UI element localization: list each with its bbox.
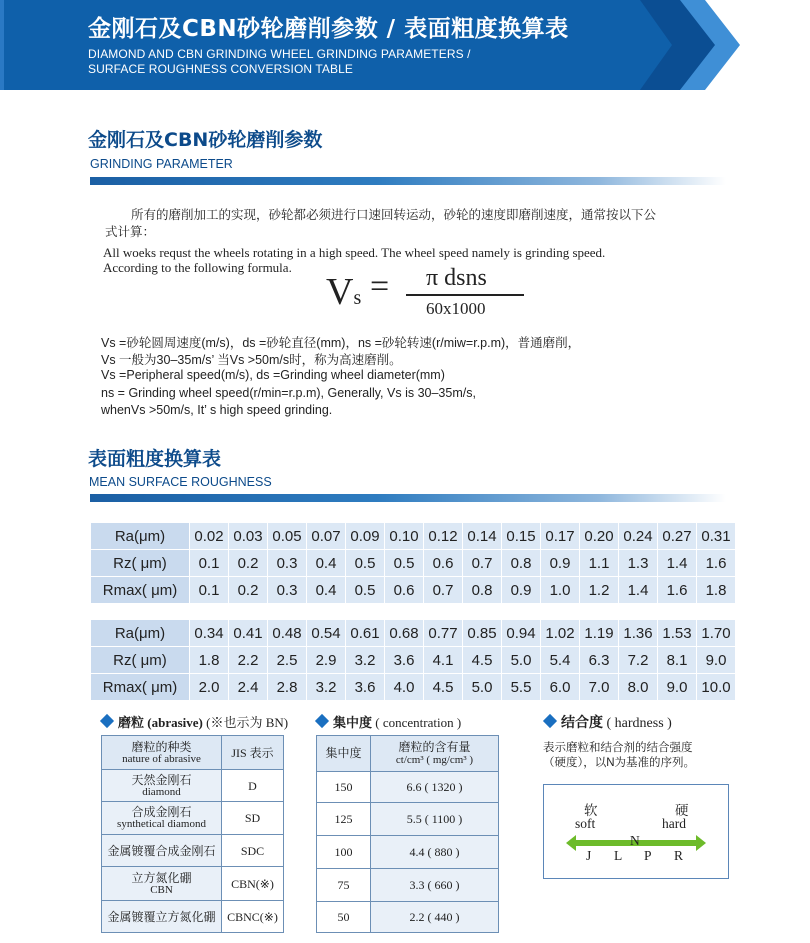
table-cell: 0.4 (307, 577, 345, 603)
hardness-letter: L (614, 848, 623, 863)
table-cell: 0.1 (190, 577, 228, 603)
table-row: 150 6.6 ( 1320 ) (317, 772, 499, 803)
row-header: Rz( μm) (91, 647, 189, 673)
formula-fraction-line (406, 294, 524, 296)
table-cell: 7.2 (619, 647, 657, 673)
table-row: 50 2.2 ( 440 ) (317, 902, 499, 933)
table-cell: 8.0 (619, 674, 657, 700)
definition-line: Vs =Peripheral speed(m/s), ds =Grinding wheel diameter(mm) (101, 368, 445, 382)
table-cell: 9.0 (697, 647, 735, 673)
roughness-section-subtitle: MEAN SURFACE ROUGHNESS (89, 475, 272, 489)
diamond-bullet-icon (315, 714, 329, 728)
intro-paragraph-cn-line2: 式计算： (105, 225, 156, 239)
row-header: Rmax( μm) (91, 577, 189, 603)
banner-subtitle-line1: DIAMOND AND CBN GRINDING WHEEL GRINDING PARAMETERS / (88, 47, 471, 61)
roughness-table-1 (90, 522, 736, 604)
content-col-header: 磨粒的含有量 ct/cm³ ( mg/cm³ ) (371, 736, 499, 772)
abrasive-col-header: 磨粒的种类 nature of abrasive (102, 736, 222, 770)
table-cell: 5.0 (463, 674, 501, 700)
table-cell: 1.70 (697, 620, 735, 646)
intro-paragraph-en-line2: According to the following formula. (103, 260, 292, 275)
table-row: 75 3.3 ( 660 ) (317, 869, 499, 902)
table-cell: 0.3 (268, 550, 306, 576)
table-cell: 6.0 (541, 674, 579, 700)
table-cell: 1.1 (580, 550, 618, 576)
table-row: 天然金刚石 diamond D (102, 770, 284, 802)
table-cell: 9.0 (658, 674, 696, 700)
table-row (91, 674, 735, 700)
concentration-table (316, 735, 499, 933)
table-row (91, 577, 735, 603)
table-cell: 5.4 (541, 647, 579, 673)
definition-line: Vs =砂轮圆周速度(m/s)，ds =砂轮直径(mm)，ns =砂轮转速(r/miw=r.p.m)，普通磨削， (101, 336, 581, 350)
row-header: Ra(μm) (91, 523, 189, 549)
concentration-heading: 集中度 ( concentration ) (317, 712, 461, 731)
hardness-heading: 结合度 ( hardness ) (545, 712, 672, 732)
table-cell: 0.68 (385, 620, 423, 646)
table-cell: 4.0 (385, 674, 423, 700)
table-cell: 0.24 (619, 523, 657, 549)
banner-subtitle-line2: SURFACE ROUGHNESS CONVERSION TABLE (88, 62, 354, 76)
table-row (91, 523, 735, 549)
table-cell: 0.48 (268, 620, 306, 646)
table-cell: 1.53 (658, 620, 696, 646)
table-cell: 0.8 (502, 550, 540, 576)
table-cell: 2.0 (190, 674, 228, 700)
table-cell: 0.5 (346, 577, 384, 603)
diamond-bullet-icon (100, 714, 114, 728)
row-header: Rmax( μm) (91, 674, 189, 700)
hardness-description: 表示磨粒和结合剂的结合强度 （硬度），以N为基准的序列。 (543, 742, 696, 769)
table-cell: 1.4 (619, 577, 657, 603)
table-cell: 1.0 (541, 577, 579, 603)
table-cell: 0.34 (190, 620, 228, 646)
table-cell: 2.9 (307, 647, 345, 673)
section-divider-bar (90, 177, 726, 185)
grinding-section-title: 金刚石及CBN砂轮磨削参数 (88, 129, 323, 151)
table-cell: 0.05 (268, 523, 306, 549)
table-cell: 2.8 (268, 674, 306, 700)
soft-label-cn: 软 (584, 803, 598, 818)
formula-lhs: Vs (326, 271, 362, 313)
table-cell: 4.5 (424, 674, 462, 700)
speed-formula (326, 265, 536, 323)
table-cell: 2.5 (268, 647, 306, 673)
section-divider-bar (90, 494, 726, 502)
table-cell: 0.94 (502, 620, 540, 646)
table-cell: 0.2 (229, 577, 267, 603)
table-cell: 4.1 (424, 647, 462, 673)
table-cell: 0.77 (424, 620, 462, 646)
roughness-section-title: 表面粗度换算表 (88, 448, 222, 470)
table-row (91, 620, 735, 646)
row-header: Rz( μm) (91, 550, 189, 576)
table-cell: 0.6 (424, 550, 462, 576)
table-cell: 2.4 (229, 674, 267, 700)
table-cell: 1.19 (580, 620, 618, 646)
table-cell: 4.5 (463, 647, 501, 673)
table-cell: 1.4 (658, 550, 696, 576)
table-cell: 0.9 (541, 550, 579, 576)
abrasive-heading: 磨粒 (abrasive) (※也示为 BN) (102, 712, 288, 731)
definition-line: whenVs >50m/s, It’ s high speed grinding. (101, 403, 333, 417)
table-cell: 0.54 (307, 620, 345, 646)
hardness-scale-box (543, 784, 729, 879)
table-cell: 1.36 (619, 620, 657, 646)
table-cell: 3.2 (346, 647, 384, 673)
table-cell: 0.27 (658, 523, 696, 549)
table-row (91, 647, 735, 673)
table-row: 100 4.4 ( 880 ) (317, 836, 499, 869)
table-cell: 2.2 (229, 647, 267, 673)
definition-line: Vs 一般为30–35m/s’ 当Vs >50m/s时，称为高速磨削。 (101, 353, 402, 367)
table-cell: 0.2 (229, 550, 267, 576)
table-cell: 0.07 (307, 523, 345, 549)
table-cell: 5.5 (502, 674, 540, 700)
table-cell: 5.0 (502, 647, 540, 673)
table-cell: 1.2 (580, 577, 618, 603)
table-cell: 0.10 (385, 523, 423, 549)
table-row: 125 5.5 ( 1100 ) (317, 803, 499, 836)
hard-label-cn: 硬 (675, 803, 689, 818)
table-row: 立方氮化硼 CBN CBN(※) (102, 867, 284, 901)
table-cell: 3.2 (307, 674, 345, 700)
table-cell: 3.6 (385, 647, 423, 673)
table-cell: 0.03 (229, 523, 267, 549)
jis-col-header: JIS 表示 (222, 736, 284, 770)
roughness-table-2 (90, 619, 736, 701)
table-row: 金属镀覆合成金刚石 SDC (102, 835, 284, 867)
table-cell: 0.41 (229, 620, 267, 646)
table-row: 合成金刚石 synthetical diamond SD (102, 802, 284, 835)
table-cell: 0.61 (346, 620, 384, 646)
table-cell: 0.5 (346, 550, 384, 576)
table-cell: 0.20 (580, 523, 618, 549)
table-cell: 0.4 (307, 550, 345, 576)
formula-equals: = (370, 268, 390, 305)
hardness-letter: R (674, 848, 684, 863)
table-cell: 0.15 (502, 523, 540, 549)
table-cell: 1.8 (190, 647, 228, 673)
table-cell: 0.3 (268, 577, 306, 603)
banner-title: 金刚石及CBN砂轮磨削参数 / 表面粗度换算表 (88, 16, 569, 42)
table-cell: 0.17 (541, 523, 579, 549)
table-cell: 0.8 (463, 577, 501, 603)
table-cell: 0.6 (385, 577, 423, 603)
table-cell: 0.14 (463, 523, 501, 549)
table-cell: 1.02 (541, 620, 579, 646)
table-cell: 1.8 (697, 577, 735, 603)
table-cell: 0.09 (346, 523, 384, 549)
table-cell: 0.12 (424, 523, 462, 549)
table-cell: 0.31 (697, 523, 735, 549)
hard-label-en: hard (662, 816, 686, 831)
table-cell: 7.0 (580, 674, 618, 700)
table-cell: 1.3 (619, 550, 657, 576)
concentration-col-header: 集中度 (317, 736, 371, 772)
table-cell: 8.1 (658, 647, 696, 673)
table-cell: 0.1 (190, 550, 228, 576)
row-header: Ra(μm) (91, 620, 189, 646)
table-cell: 0.85 (463, 620, 501, 646)
table-cell: 6.3 (580, 647, 618, 673)
diamond-bullet-icon (543, 714, 557, 728)
table-cell: 3.6 (346, 674, 384, 700)
page-banner (0, 0, 810, 90)
table-cell: 0.9 (502, 577, 540, 603)
abrasive-table (101, 735, 284, 933)
table-cell: 0.7 (424, 577, 462, 603)
soft-label-en: soft (575, 816, 596, 831)
grinding-section-subtitle: GRINDING PARAMETER (90, 157, 233, 171)
definition-line: ns = Grinding wheel speed(r/min=r.p.m), Generally, Vs is 30–35m/s, (101, 386, 476, 400)
intro-paragraph-cn-line1: 所有的磨削加工的实现，砂轮都必须进行口速回转运动，砂轮的速度即磨削速度，通常按以下公 (131, 208, 657, 222)
intro-paragraph-en-line1: All woeks requst the wheels rotating in a high speed. The wheel speed namely is grinding speed. (103, 245, 606, 260)
hardness-center-letter: N (630, 833, 640, 848)
table-cell: 0.7 (463, 550, 501, 576)
formula-denominator: 60x1000 (426, 299, 486, 318)
table-cell: 10.0 (697, 674, 735, 700)
table-cell: 0.5 (385, 550, 423, 576)
table-row (91, 550, 735, 576)
table-row: 金属镀覆立方氮化硼 CBNC(※) (102, 901, 284, 933)
hardness-letter: P (644, 848, 652, 863)
hardness-letter: J (586, 848, 592, 863)
table-cell: 1.6 (697, 550, 735, 576)
table-cell: 1.6 (658, 577, 696, 603)
table-cell: 0.02 (190, 523, 228, 549)
formula-numerator: π dsns (426, 265, 487, 291)
